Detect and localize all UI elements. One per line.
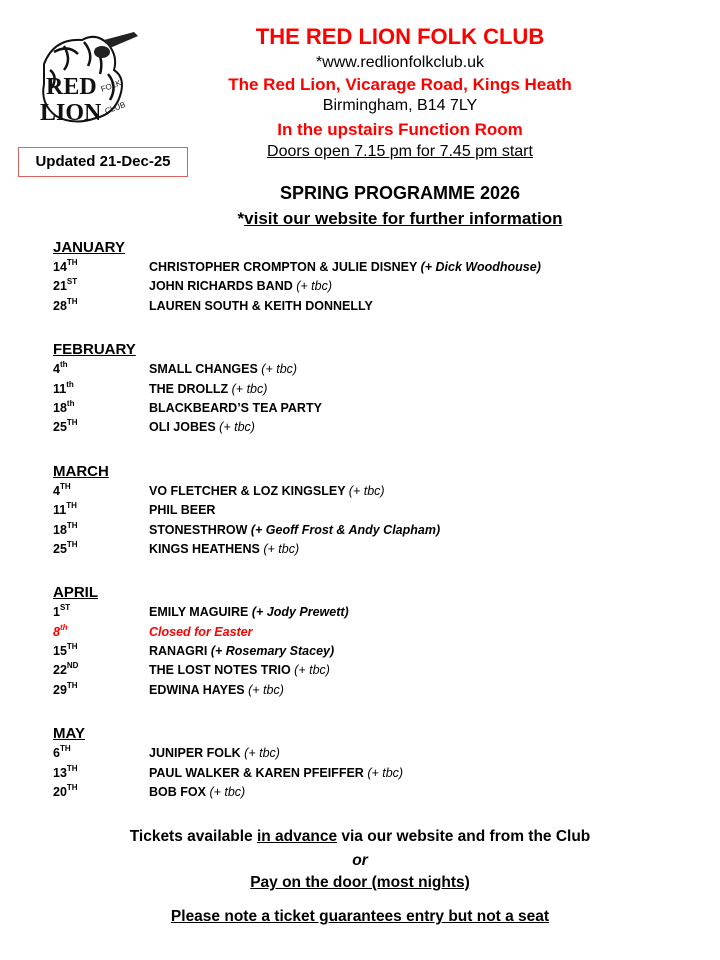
subtitle-asterisk: *: [237, 209, 245, 228]
event-act: [149, 661, 330, 680]
act-name: BOB FOX: [149, 785, 206, 800]
act-note: (+ tbc): [219, 420, 255, 435]
event-date: [53, 418, 78, 437]
event-date: [53, 482, 71, 501]
venue-address: The Red Lion, Vicarage Road, Kings Heath: [228, 75, 572, 94]
event-act: [149, 603, 349, 622]
event-row: [53, 603, 693, 622]
event-act: [149, 642, 334, 661]
act-name: JOHN RICHARDS BAND: [149, 279, 293, 294]
event-date: [53, 623, 68, 642]
event-date: [53, 297, 78, 316]
pay-on-door: Pay on the door (most nights): [250, 874, 470, 891]
act-note: (+ Dick Woodhouse): [420, 260, 541, 274]
act-name: STONESTHROW: [149, 522, 248, 537]
event-date: [53, 661, 78, 680]
event-act: [149, 744, 280, 763]
subtitle-link[interactable]: visit our website for further information: [244, 209, 563, 228]
svg-text:LION: LION: [40, 100, 102, 126]
event-day-suffix: TH: [59, 744, 71, 754]
svg-text:RED: RED: [46, 74, 97, 100]
event-day-suffix: TH: [66, 501, 77, 511]
act-name: VO FLETCHER & LOZ KINGSLEY: [149, 483, 346, 498]
month-block: [53, 583, 693, 700]
act-name: EDWINA HAYES: [149, 682, 245, 697]
event-date: [53, 380, 74, 399]
month-name: APRIL: [53, 584, 98, 602]
event-date: [53, 521, 78, 540]
event-day-suffix: TH: [66, 763, 78, 773]
act-note: (+ tbc): [294, 663, 330, 678]
event-day: 21: [53, 279, 67, 294]
event-act: [149, 501, 215, 520]
event-act: [149, 681, 284, 700]
act-note: (+ tbc): [248, 682, 284, 697]
event-day: 29: [53, 682, 67, 697]
event-row: [53, 380, 693, 399]
act-note: (+ tbc): [261, 362, 298, 377]
club-title: THE RED LION FOLK CLUB: [255, 24, 545, 49]
month-name: MAY: [53, 725, 85, 743]
event-day-suffix: TH: [66, 680, 78, 690]
event-day: 4: [53, 362, 60, 377]
month-name: FEBRUARY: [53, 341, 136, 359]
act-name: JUNIPER FOLK: [149, 746, 241, 761]
event-row: [53, 681, 693, 700]
event-row: [53, 642, 693, 661]
event-row: [53, 418, 693, 437]
event-date: [53, 258, 78, 277]
event-row: [53, 783, 693, 802]
event-act: [149, 521, 440, 540]
seat-note: Please note a ticket guarantees entry but not a seat: [170, 908, 550, 925]
act-note: (+ tbc): [348, 483, 385, 498]
event-row: [53, 764, 693, 783]
red-lion-logo: [34, 30, 146, 130]
act-name: EMILY MAGUIRE: [149, 605, 249, 620]
event-row: [53, 623, 693, 642]
event-row: [53, 521, 693, 540]
event-day: 20: [53, 785, 67, 800]
event-day-suffix: ST: [66, 277, 78, 287]
doors-time: Doors open 7.15 pm for 7.45 pm start: [267, 143, 533, 160]
act-name: PHIL BEER: [149, 503, 216, 518]
event-date: [53, 360, 68, 379]
event-day: 22: [53, 663, 67, 678]
event-day: 18: [53, 522, 67, 537]
event-day-suffix: th: [66, 379, 74, 389]
tickets-line: [60, 828, 660, 846]
act-name: THE DROLLZ: [149, 381, 232, 396]
month-block: [53, 340, 693, 438]
event-day-suffix: th: [66, 398, 75, 408]
event-day-suffix: TH: [66, 539, 78, 549]
event-day: 18: [53, 400, 67, 415]
event-day: 1: [53, 605, 60, 620]
event-day: 4: [53, 483, 60, 498]
event-act: [149, 277, 332, 296]
event-row: [53, 258, 693, 277]
venue-room: In the upstairs Function Room: [277, 120, 523, 139]
event-date: [53, 540, 78, 559]
act-note: (+ tbc): [209, 785, 246, 800]
event-act: [149, 764, 403, 783]
event-row: [53, 501, 693, 520]
event-act: [149, 380, 267, 399]
event-date: [53, 681, 78, 700]
act-name: KINGS HEATHENS: [149, 541, 260, 556]
event-day: 28: [53, 298, 67, 313]
act-note: (+ Rosemary Stacey): [210, 644, 335, 659]
act-note: (+ tbc): [244, 746, 280, 761]
event-act: [149, 623, 253, 642]
event-day-suffix: th: [59, 622, 68, 632]
act-name: RANAGRI: [149, 644, 208, 659]
event-day: 25: [53, 541, 67, 556]
act-note: (+ tbc): [367, 765, 404, 780]
event-day: 11: [53, 503, 67, 518]
act-note: (+ tbc): [263, 541, 300, 556]
event-act: [149, 783, 245, 802]
event-date: [53, 603, 70, 622]
event-day-suffix: TH: [59, 481, 71, 491]
event-act: [149, 360, 297, 379]
event-day-suffix: TH: [66, 642, 78, 652]
event-date: [53, 501, 77, 520]
event-act: [149, 482, 385, 501]
event-date: [53, 764, 78, 783]
act-note: (+ Jody Prewett): [251, 605, 349, 620]
schedule: [53, 238, 693, 802]
event-day-suffix: TH: [66, 520, 78, 530]
website-link[interactable]: *www.redlionfolkclub.uk: [315, 54, 485, 71]
month-name: JANUARY: [53, 239, 125, 256]
act-name: CHRISTOPHER CROMPTON & JULIE DISNEY: [149, 260, 418, 274]
act-name: PAUL WALKER & KAREN PFEIFFER: [149, 765, 364, 780]
event-day: 8: [53, 624, 60, 639]
event-row: [53, 399, 693, 418]
event-act: [149, 399, 322, 418]
event-date: [53, 399, 74, 418]
month-block: [53, 724, 693, 802]
event-day: 15: [53, 644, 67, 659]
event-act: [149, 540, 299, 559]
month-name: MARCH: [53, 462, 109, 480]
tickets-advance: in advance: [256, 828, 338, 845]
event-row: [53, 277, 693, 296]
event-row: [53, 540, 693, 559]
act-name: SMALL CHANGES: [149, 362, 258, 377]
event-day: 11: [53, 381, 67, 396]
event-day-suffix: ST: [59, 603, 71, 613]
event-day-suffix: TH: [66, 258, 78, 267]
event-act: [149, 418, 255, 437]
event-row: [53, 661, 693, 680]
month-block: [53, 238, 693, 316]
event-day: 14: [53, 260, 67, 274]
event-date: [53, 277, 77, 296]
event-date: [53, 783, 78, 802]
programme-title: SPRING PROGRAMME 2026: [279, 183, 521, 203]
updated-badge: Updated 21-Dec-25: [18, 147, 188, 177]
event-date: [53, 642, 78, 661]
event-day: 6: [53, 746, 60, 761]
event-row: [53, 297, 693, 316]
month-block: [53, 462, 693, 560]
event-day-suffix: TH: [66, 418, 78, 428]
or-text: or: [352, 852, 368, 869]
programme-subtitle: [150, 209, 650, 229]
act-name: Closed for Easter: [149, 624, 253, 639]
event-row: [53, 744, 693, 763]
event-day-suffix: th: [59, 360, 68, 370]
event-row: [53, 482, 693, 501]
event-act: [149, 297, 373, 316]
tickets-post: via our website and from the Club: [337, 828, 591, 845]
event-day-suffix: TH: [66, 296, 78, 306]
act-name: BLACKBEARD’S TEA PARTY: [149, 400, 322, 415]
event-day-suffix: ND: [66, 661, 79, 671]
svg-text:CLUB: CLUB: [103, 100, 127, 116]
event-row: [53, 360, 693, 379]
act-name: OLI JOBES: [149, 420, 216, 435]
act-note: (+ tbc): [296, 279, 333, 294]
event-day-suffix: TH: [66, 783, 78, 793]
act-note: (+ tbc): [231, 381, 268, 396]
tickets-pre: Tickets available: [129, 828, 257, 845]
svg-text:FOLK: FOLK: [99, 78, 123, 94]
event-day: 13: [53, 765, 67, 780]
venue-city: Birmingham, B14 7LY: [322, 97, 478, 114]
act-note: (+ Geoff Frost & Andy Clapham): [250, 522, 441, 537]
event-act: [149, 258, 541, 277]
act-name: LAUREN SOUTH & KEITH DONNELLY: [149, 298, 373, 313]
event-day: 25: [53, 420, 67, 435]
event-date: [53, 744, 71, 763]
act-name: THE LOST NOTES TRIO: [149, 663, 291, 678]
